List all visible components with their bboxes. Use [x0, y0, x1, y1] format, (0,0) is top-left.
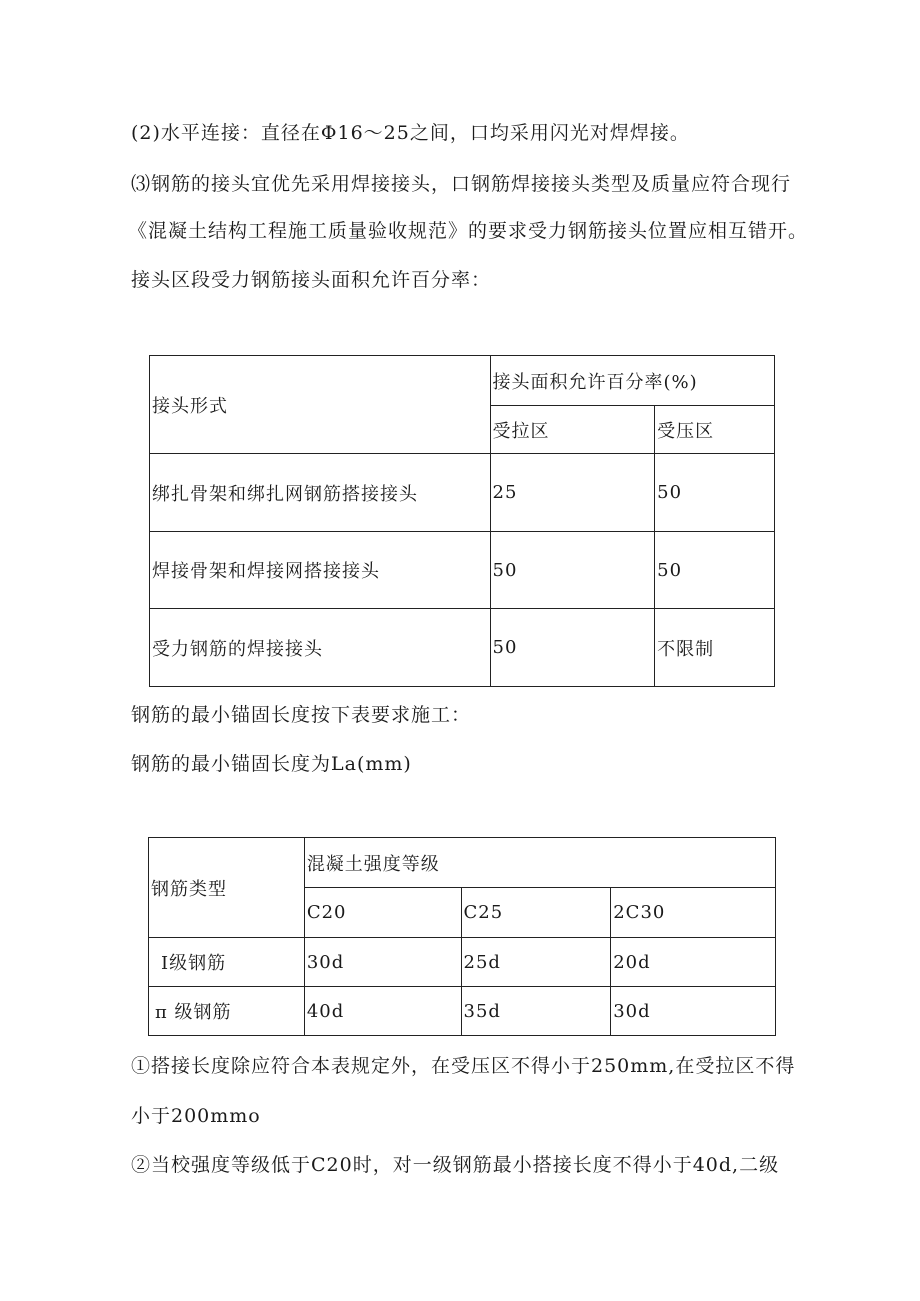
cell-value: 40d	[304, 987, 461, 1036]
header-tension-zone: 受拉区	[490, 406, 655, 454]
anchorage-length-table	[148, 837, 776, 1036]
paragraph-horizontal-connection: (2)水平连接：直径在Φ16～25之间，口均采用闪光对焊焊接。	[131, 122, 690, 144]
table-row	[149, 938, 776, 987]
cell-value: 20d	[611, 938, 776, 987]
header-compression-zone: 受压区	[655, 406, 775, 454]
table-row	[150, 532, 775, 609]
paragraph-joint-preference: ⑶钢筋的接头宜优先采用焊接接头，口钢筋焊接接头类型及质量应符合现行	[131, 173, 792, 195]
cell-tension: 25	[490, 454, 655, 532]
cell-value: 25d	[461, 938, 611, 987]
header-grade-c20: C20	[304, 888, 461, 938]
cell-tension: 50	[490, 609, 655, 687]
paragraph-standard-reference: 《混凝土结构工程施工质量验收规范》的要求受力钢筋接头位置应相互错开。	[128, 220, 809, 242]
header-concrete-grade: 混凝土强度等级	[304, 838, 775, 888]
table-row	[149, 987, 776, 1036]
cell-rebar-type: π 级钢筋	[149, 987, 305, 1036]
header-joint-type: 接头形式	[150, 356, 491, 454]
cell-compression: 50	[655, 532, 775, 609]
paragraph-table1-intro: 接头区段受力钢筋接头面积允许百分率：	[131, 269, 492, 291]
cell-compression: 不限制	[655, 609, 775, 687]
table-row	[150, 609, 775, 687]
header-joint-area-percentage: 接头面积允许百分率(%)	[490, 356, 774, 406]
note-lap-length-continued: 小于200mmo	[131, 1105, 261, 1127]
cell-joint-type: 焊接骨架和焊接网搭接接头	[150, 532, 491, 609]
cell-compression: 50	[655, 454, 775, 532]
cell-value: 30d	[304, 938, 461, 987]
header-grade-c30: 2C30	[611, 888, 776, 938]
cell-value: 35d	[461, 987, 611, 1036]
header-rebar-type: 钢筋类型	[149, 838, 305, 938]
cell-rebar-type: Ⅰ级钢筋	[149, 938, 305, 987]
header-grade-c25: C25	[461, 888, 611, 938]
paragraph-anchorage-intro: 钢筋的最小锚固长度按下表要求施工：	[131, 704, 472, 726]
table-row	[150, 454, 775, 532]
cell-value: 30d	[611, 987, 776, 1036]
joint-area-percentage-table	[149, 355, 775, 687]
cell-tension: 50	[490, 532, 655, 609]
note-low-grade-concrete: ②当校强度等级低于C20时，对一级钢筋最小搭接长度不得小于40d,二级	[131, 1154, 780, 1176]
cell-joint-type: 受力钢筋的焊接接头	[150, 609, 491, 687]
note-lap-length: ①搭接长度除应符合本表规定外，在受压区不得小于250mm,在受拉区不得	[131, 1055, 796, 1077]
cell-joint-type: 绑扎骨架和绑扎网钢筋搭接接头	[150, 454, 491, 532]
paragraph-anchorage-length: 钢筋的最小锚固长度为La(mm)	[131, 753, 412, 775]
